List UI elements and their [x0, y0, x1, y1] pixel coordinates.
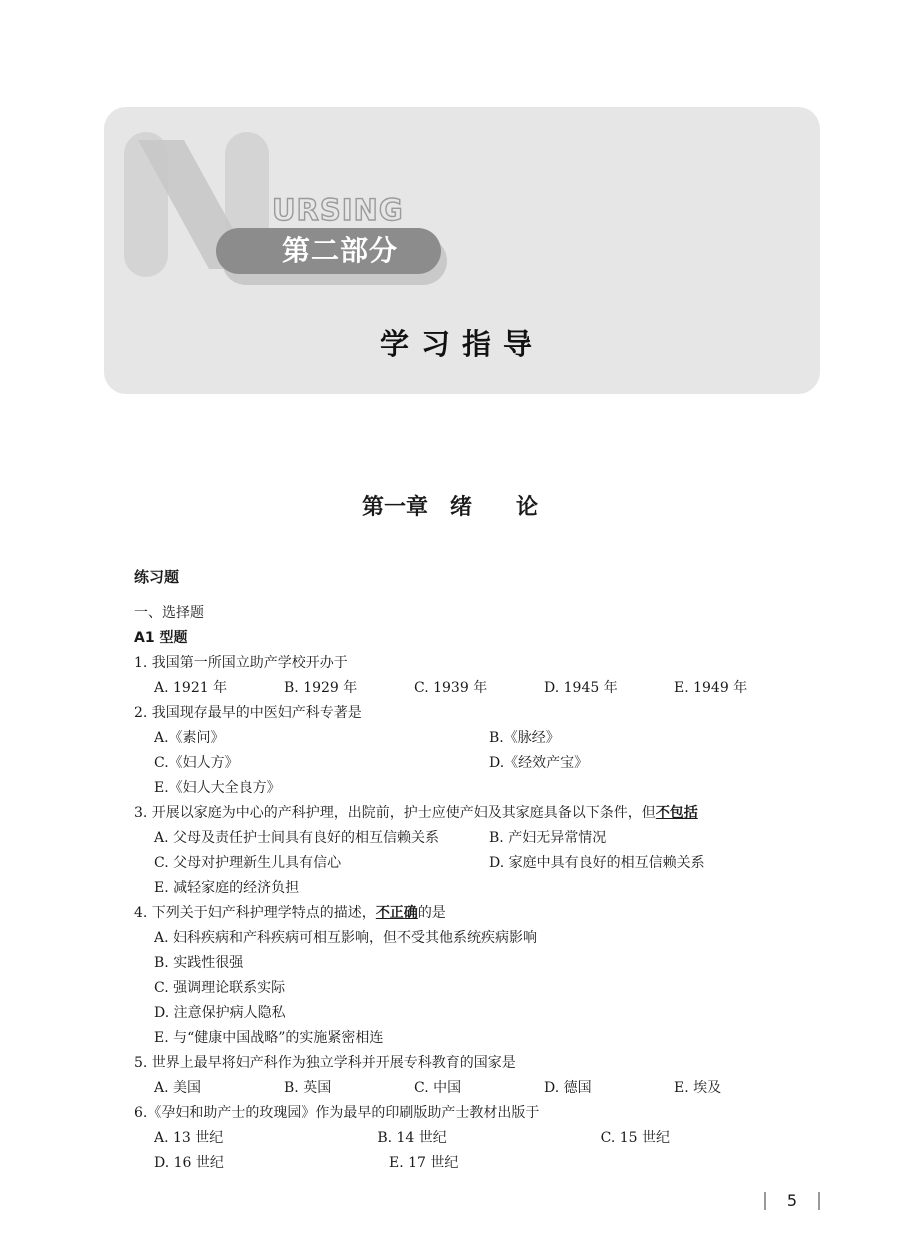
question-options [134, 1126, 824, 1151]
option: B. 产妇无异常情况 [489, 830, 607, 846]
stem-emphasis: 不正确 [375, 905, 418, 921]
question-options [134, 826, 824, 851]
option: C. 1939 年 [414, 680, 488, 696]
option: B.《脉经》 [489, 730, 560, 746]
page-number-divider [818, 1192, 820, 1210]
option: D. 德国 [544, 1080, 592, 1096]
option: E. 17 世纪 [389, 1155, 459, 1171]
question-options [134, 751, 824, 776]
question-options [134, 726, 824, 751]
subsection-title: 一、选择题 [134, 605, 204, 621]
option: A. 父母及责任护士间具有良好的相互信赖关系 [154, 830, 440, 846]
question-options [134, 676, 824, 701]
option: A. 妇科疾病和产科疾病可相互影响，但不受其他系统疾病影响 [154, 930, 538, 946]
option: C. 父母对护理新生儿具有信心 [154, 855, 342, 871]
question-stem [134, 801, 824, 826]
option: D.《经效产宝》 [489, 755, 589, 771]
part-title: 学习指导 [379, 327, 544, 361]
part-label: 第二部分 [216, 228, 441, 274]
option: C.《妇人方》 [154, 755, 239, 771]
option: A. 美国 [154, 1080, 202, 1096]
option: A.《素问》 [154, 730, 225, 746]
option: B. 14 世纪 [377, 1130, 447, 1146]
option: A. 1921 年 [154, 680, 228, 696]
question-stem [134, 901, 824, 926]
option: E.《妇人大全良方》 [154, 780, 281, 796]
ursing-wordmark: URSING [272, 193, 404, 227]
option: B. 实践性很强 [154, 955, 244, 971]
option: E. 减轻家庭的经济负担 [154, 880, 300, 896]
option: C. 15 世纪 [600, 1130, 671, 1146]
stem-text: 4. 下列关于妇产科护理学特点的描述， [134, 905, 376, 921]
chapter-title: 第一章 绪 论 [361, 495, 538, 520]
option: E. 埃及 [674, 1080, 722, 1096]
part-banner [104, 107, 820, 394]
option: D. 1945 年 [544, 680, 618, 696]
question-options [134, 1076, 824, 1101]
question-type-label: A1 型题 [134, 630, 188, 646]
question-stem: 6.《孕妇和助产士的玫瑰园》作为最早的印刷版助产士教材出版于 [134, 1105, 540, 1121]
stem-text: 的是 [417, 905, 446, 921]
option: C. 强调理论联系实际 [154, 980, 286, 996]
question-stem: 2. 我国现存最早的中医妇产科专著是 [134, 705, 362, 721]
question-stem: 1. 我国第一所国立助产学校开办于 [134, 655, 348, 671]
page-number-text: 5 [786, 1191, 798, 1210]
question-options [134, 1151, 824, 1176]
question-stem: 5. 世界上最早将妇产科作为独立学科并开展专科教育的国家是 [134, 1055, 516, 1071]
stem-text: 3. 开展以家庭为中心的产科护理，出院前，护士应使产妇及其家庭具备以下条件，但 [134, 805, 656, 821]
page-number-divider [764, 1192, 766, 1210]
option: B. 1929 年 [284, 680, 358, 696]
option: C. 中国 [414, 1080, 462, 1096]
option: D. 16 世纪 [154, 1155, 224, 1171]
option: E. 与“健康中国战略”的实施紧密相连 [154, 1030, 384, 1046]
option: D. 家庭中具有良好的相互信赖关系 [489, 855, 705, 871]
question-options [134, 851, 824, 876]
exercise-content [134, 565, 824, 1176]
option: A. 13 世纪 [154, 1130, 224, 1146]
option: D. 注意保护病人隐私 [154, 1005, 286, 1021]
stem-emphasis: 不包括 [655, 805, 698, 821]
option: B. 英国 [284, 1080, 332, 1096]
option: E. 1949 年 [674, 680, 748, 696]
page-number [764, 1190, 820, 1212]
section-title: 练习题 [134, 568, 180, 586]
